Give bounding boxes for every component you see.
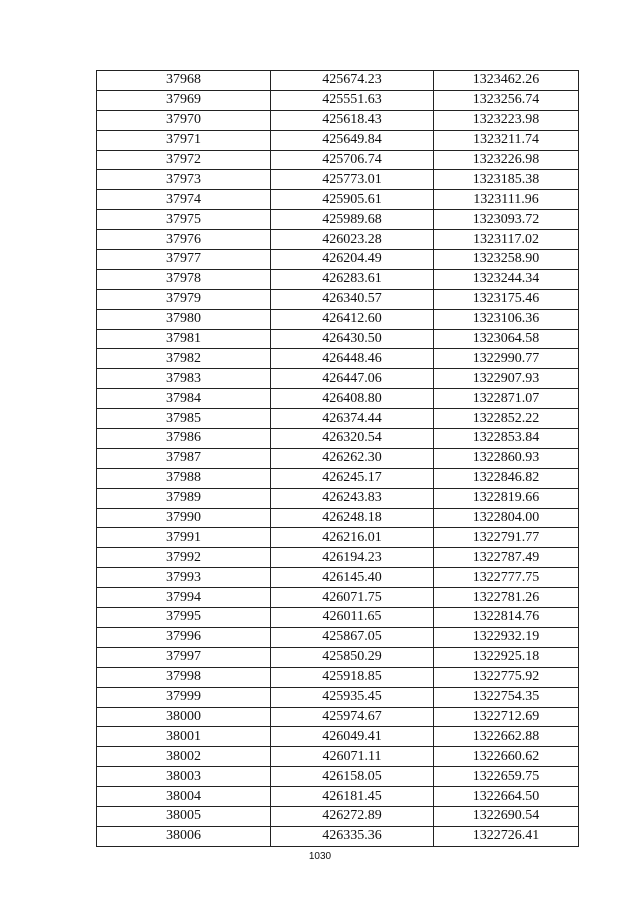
table-row [97,568,579,588]
table-row [97,289,579,309]
point-id-cell: 37979 [97,289,271,309]
page-number: 1030 [308,851,332,862]
x-coordinate-cell: 425935.45 [271,687,434,707]
x-coordinate-cell: 426283.61 [271,269,434,289]
point-id-cell: 38004 [97,787,271,807]
x-coordinate-cell: 426145.40 [271,568,434,588]
table-row [97,269,579,289]
table-row [97,767,579,787]
y-coordinate-cell: 1323258.90 [434,250,579,270]
table-row [97,429,579,449]
table-row [97,448,579,468]
point-id-cell: 38005 [97,806,271,826]
y-coordinate-cell: 1323111.96 [434,190,579,210]
coordinates-table-body [97,71,579,847]
x-coordinate-cell: 426248.18 [271,508,434,528]
y-coordinate-cell: 1322804.00 [434,508,579,528]
table-row [97,747,579,767]
point-id-cell: 37968 [97,71,271,91]
x-coordinate-cell: 426374.44 [271,409,434,429]
y-coordinate-cell: 1322726.41 [434,826,579,846]
coordinates-table [96,70,579,847]
x-coordinate-cell: 426245.17 [271,468,434,488]
point-id-cell: 37978 [97,269,271,289]
y-coordinate-cell: 1323117.02 [434,230,579,250]
y-coordinate-cell: 1322853.84 [434,429,579,449]
point-id-cell: 37973 [97,170,271,190]
y-coordinate-cell: 1322990.77 [434,349,579,369]
y-coordinate-cell: 1322777.75 [434,568,579,588]
x-coordinate-cell: 425918.85 [271,667,434,687]
y-coordinate-cell: 1322932.19 [434,627,579,647]
point-id-cell: 37981 [97,329,271,349]
y-coordinate-cell: 1322814.76 [434,608,579,628]
table-row [97,369,579,389]
x-coordinate-cell: 426340.57 [271,289,434,309]
point-id-cell: 37980 [97,309,271,329]
point-id-cell: 37995 [97,608,271,628]
point-id-cell: 37986 [97,429,271,449]
table-row [97,528,579,548]
x-coordinate-cell: 426204.49 [271,250,434,270]
y-coordinate-cell: 1322846.82 [434,468,579,488]
point-id-cell: 37999 [97,687,271,707]
x-coordinate-cell: 426320.54 [271,429,434,449]
table-row [97,787,579,807]
y-coordinate-cell: 1322907.93 [434,369,579,389]
x-coordinate-cell: 425551.63 [271,90,434,110]
x-coordinate-cell: 426216.01 [271,528,434,548]
table-row [97,130,579,150]
y-coordinate-cell: 1322712.69 [434,707,579,727]
table-row [97,349,579,369]
point-id-cell: 37997 [97,647,271,667]
x-coordinate-cell: 425867.05 [271,627,434,647]
point-id-cell: 37976 [97,230,271,250]
y-coordinate-cell: 1322690.54 [434,806,579,826]
x-coordinate-cell: 426447.06 [271,369,434,389]
table-row [97,110,579,130]
point-id-cell: 37982 [97,349,271,369]
y-coordinate-cell: 1322860.93 [434,448,579,468]
point-id-cell: 37990 [97,508,271,528]
point-id-cell: 37996 [97,627,271,647]
y-coordinate-cell: 1322781.26 [434,588,579,608]
point-id-cell: 37985 [97,409,271,429]
x-coordinate-cell: 426335.36 [271,826,434,846]
y-coordinate-cell: 1322819.66 [434,488,579,508]
table-row [97,190,579,210]
y-coordinate-cell: 1322660.62 [434,747,579,767]
y-coordinate-cell: 1323106.36 [434,309,579,329]
point-id-cell: 37970 [97,110,271,130]
table-row [97,71,579,91]
table-row [97,687,579,707]
table-row [97,309,579,329]
y-coordinate-cell: 1322754.35 [434,687,579,707]
y-coordinate-cell: 1323256.74 [434,90,579,110]
table-row [97,508,579,528]
point-id-cell: 37988 [97,468,271,488]
point-id-cell: 37994 [97,588,271,608]
x-coordinate-cell: 426011.65 [271,608,434,628]
table-row [97,389,579,409]
table-row [97,727,579,747]
table-row [97,230,579,250]
y-coordinate-cell: 1323185.38 [434,170,579,190]
x-coordinate-cell: 425674.23 [271,71,434,91]
point-id-cell: 38001 [97,727,271,747]
table-row [97,548,579,568]
point-id-cell: 37969 [97,90,271,110]
y-coordinate-cell: 1323175.46 [434,289,579,309]
y-coordinate-cell: 1323226.98 [434,150,579,170]
x-coordinate-cell: 426071.11 [271,747,434,767]
x-coordinate-cell: 425773.01 [271,170,434,190]
y-coordinate-cell: 1322659.75 [434,767,579,787]
x-coordinate-cell: 426071.75 [271,588,434,608]
y-coordinate-cell: 1323223.98 [434,110,579,130]
y-coordinate-cell: 1322852.22 [434,409,579,429]
point-id-cell: 37974 [97,190,271,210]
y-coordinate-cell: 1322791.77 [434,528,579,548]
y-coordinate-cell: 1322925.18 [434,647,579,667]
point-id-cell: 37977 [97,250,271,270]
table-row [97,627,579,647]
x-coordinate-cell: 425706.74 [271,150,434,170]
x-coordinate-cell: 425989.68 [271,210,434,230]
table-row [97,409,579,429]
x-coordinate-cell: 425850.29 [271,647,434,667]
x-coordinate-cell: 425649.84 [271,130,434,150]
table-row [97,647,579,667]
y-coordinate-cell: 1322787.49 [434,548,579,568]
point-id-cell: 38000 [97,707,271,727]
table-row [97,588,579,608]
point-id-cell: 37991 [97,528,271,548]
y-coordinate-cell: 1322871.07 [434,389,579,409]
y-coordinate-cell: 1322662.88 [434,727,579,747]
x-coordinate-cell: 426194.23 [271,548,434,568]
table-row [97,250,579,270]
x-coordinate-cell: 426181.45 [271,787,434,807]
point-id-cell: 37984 [97,389,271,409]
x-coordinate-cell: 426430.50 [271,329,434,349]
y-coordinate-cell: 1323211.74 [434,130,579,150]
point-id-cell: 38006 [97,826,271,846]
x-coordinate-cell: 426272.89 [271,806,434,826]
y-coordinate-cell: 1323462.26 [434,71,579,91]
point-id-cell: 37987 [97,448,271,468]
table-row [97,210,579,230]
x-coordinate-cell: 426412.60 [271,309,434,329]
table-row [97,608,579,628]
y-coordinate-cell: 1323093.72 [434,210,579,230]
point-id-cell: 37971 [97,130,271,150]
table-row [97,150,579,170]
x-coordinate-cell: 426049.41 [271,727,434,747]
table-row [97,806,579,826]
table-row [97,826,579,846]
y-coordinate-cell: 1323064.58 [434,329,579,349]
x-coordinate-cell: 426023.28 [271,230,434,250]
point-id-cell: 38002 [97,747,271,767]
x-coordinate-cell: 425974.67 [271,707,434,727]
point-id-cell: 37983 [97,369,271,389]
y-coordinate-cell: 1323244.34 [434,269,579,289]
point-id-cell: 38003 [97,767,271,787]
x-coordinate-cell: 426408.80 [271,389,434,409]
y-coordinate-cell: 1322664.50 [434,787,579,807]
y-coordinate-cell: 1322775.92 [434,667,579,687]
table-row [97,707,579,727]
table-row [97,488,579,508]
x-coordinate-cell: 426448.46 [271,349,434,369]
x-coordinate-cell: 426158.05 [271,767,434,787]
table-row [97,329,579,349]
point-id-cell: 37992 [97,548,271,568]
x-coordinate-cell: 425618.43 [271,110,434,130]
point-id-cell: 37989 [97,488,271,508]
x-coordinate-cell: 426262.30 [271,448,434,468]
point-id-cell: 37972 [97,150,271,170]
table-row [97,667,579,687]
point-id-cell: 37998 [97,667,271,687]
table-row [97,468,579,488]
table-row [97,90,579,110]
table-row [97,170,579,190]
point-id-cell: 37975 [97,210,271,230]
x-coordinate-cell: 425905.61 [271,190,434,210]
x-coordinate-cell: 426243.83 [271,488,434,508]
point-id-cell: 37993 [97,568,271,588]
